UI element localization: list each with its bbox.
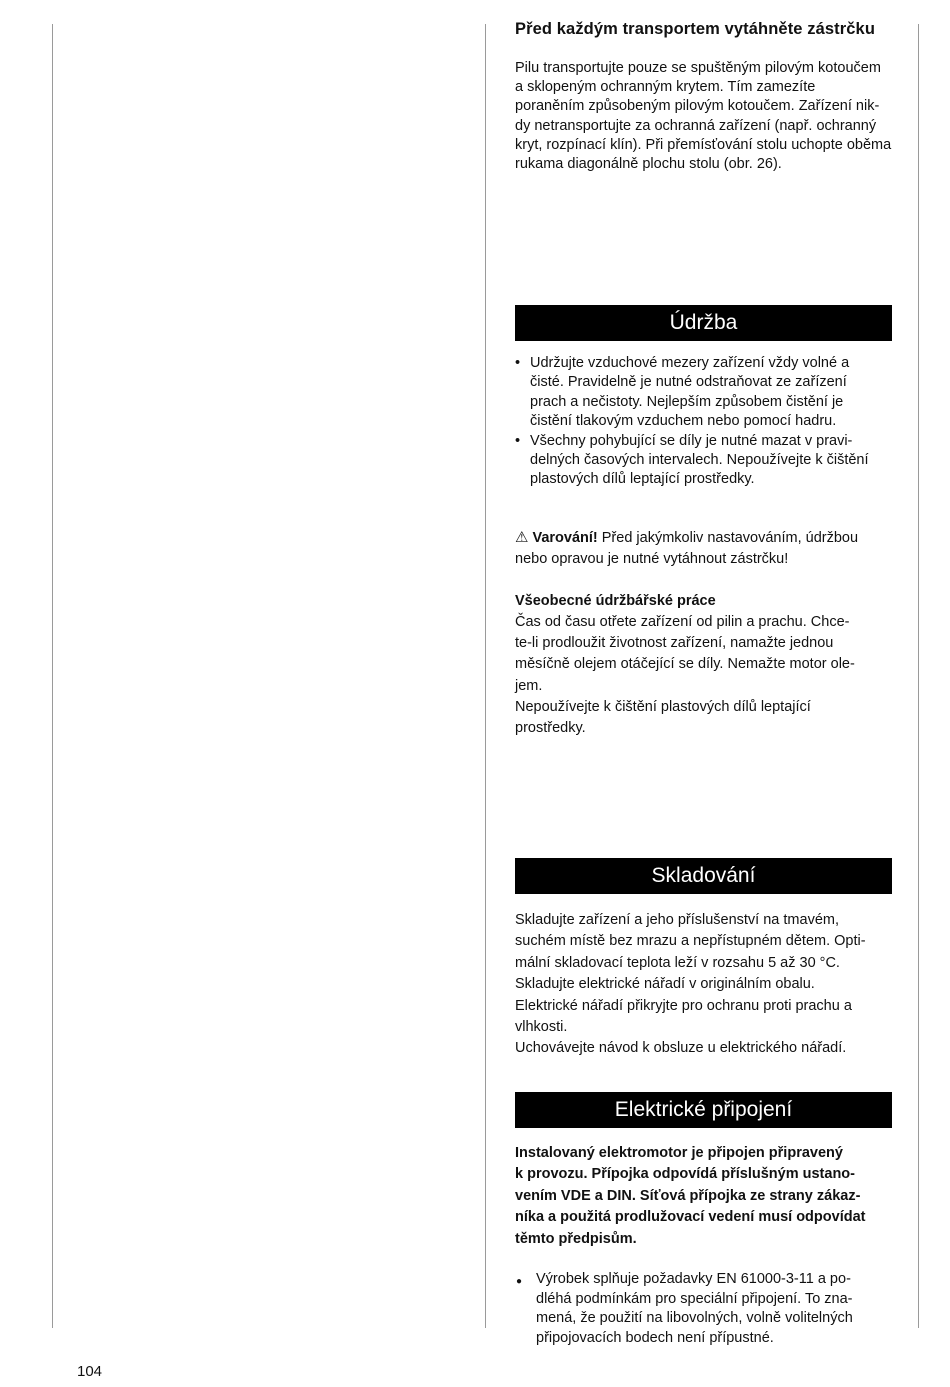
text-line: těmto předpisům.: [515, 1230, 637, 1247]
text-line: připojovacích bodech není přípustné.: [536, 1329, 774, 1346]
maintenance-section-title: Údržba: [515, 305, 892, 341]
text-line: nebo opravou je nutné vytáhnout zástrčku!: [515, 551, 789, 567]
text-line: • Všechny pohybující se díly je nutné mazat v pravi-: [530, 432, 853, 449]
general-maintenance-paragraph: [515, 612, 892, 739]
text-line: dy netransportujte za ochranná zařízení (např. ochranný: [515, 117, 877, 134]
text-line: jem.: [515, 677, 543, 694]
list-item: [515, 1270, 892, 1348]
electrical-section-title: Elektrické připojení: [515, 1092, 892, 1128]
maintenance-bullet-list: [515, 354, 892, 490]
list-item: [515, 432, 892, 490]
maintenance-warning: [515, 527, 892, 570]
text-line: rukama diagonálně plochu stolu (obr. 26).: [515, 156, 782, 173]
text-line: k provozu. Přípojka odpovídá příslušným ustano-: [515, 1166, 855, 1183]
transport-paragraph: [515, 59, 892, 174]
text-line: mální skladovací teplota leží v rozsahu 5 až 30 °C.: [515, 954, 840, 971]
text-line: Uchovávejte návod k obsluze u elektrického nářadí.: [515, 1040, 847, 1057]
general-maintenance-heading: Všeobecné údržbářské práce: [515, 593, 716, 609]
text-line: plastových dílů leptající prostředky.: [530, 471, 755, 488]
text-line: Skladujte elektrické nářadí v originálním obalu.: [515, 976, 815, 993]
warning-text: Před jakýmkoliv nastavováním, údržbou: [597, 530, 859, 546]
warning-triangle-icon: ⚠: [515, 529, 529, 546]
text-line: suchém místě bez mrazu a nepřístupném dětem. Opti-: [515, 933, 866, 950]
text-line: a sklopeným ochranným krytem. Tím zamezíte: [515, 79, 816, 96]
text-line: Skladujte zařízení a jeho příslušenství na tmavém,: [515, 912, 839, 928]
text-line: te-li prodloužit životnost zařízení, namažte jednou: [515, 635, 834, 652]
warning-label: Varování!: [532, 530, 598, 546]
text-line: Elektrické nářadí přikryjte pro ochranu proti prachu a: [515, 997, 852, 1014]
electrical-bullet-list: [515, 1270, 892, 1348]
text-line: poraněním způsobeným pilovým kotoučem. Zařízení nik-: [515, 98, 880, 115]
text-line: dléhá podmínkám pro speciální připojení. To zna-: [536, 1290, 853, 1307]
transport-heading: Před každým transportem vytáhněte zástrčku: [515, 20, 875, 38]
list-item: [515, 354, 892, 432]
text-line: Nepoužívejte k čištění plastových dílů leptající: [515, 698, 811, 715]
text-line: Instalovaný elektromotor je připojen připravený: [515, 1145, 843, 1161]
text-line: Čas od času otřete zařízení od pilin a prachu. Chce-: [515, 614, 850, 630]
text-line: • Udržujte vzduchové mezery zařízení vždy volné a: [530, 355, 850, 371]
text-line: delných časových intervalech. Nepoužívejte k čištění: [530, 452, 869, 469]
storage-section-title: Skladování: [515, 858, 892, 894]
text-line: kryt, rozpínací klín). Při přemísťování stolu uchopte oběma: [515, 136, 892, 153]
storage-paragraph: [515, 910, 892, 1060]
text-line: čisté. Pravidelně je nutné odstraňovat ze zařízení: [530, 374, 847, 391]
text-line: níka a použitá prodlužovací vedení musí odpovídat: [515, 1209, 866, 1226]
text-line: Pilu transportujte pouze se spuštěným pilovým kotoučem: [515, 60, 881, 76]
text-line: prach a nečistoty. Nejlepším způsobem čistění je: [530, 393, 844, 410]
text-line: vlhkosti.: [515, 1019, 568, 1036]
page-number: 104: [77, 1363, 103, 1380]
center-column-rule: [485, 24, 486, 1328]
text-line: čistění tlakovým vzduchem nebo pomocí hadru.: [530, 413, 837, 430]
text-line: vením VDE a DIN. Síťová přípojka ze strany zákaz-: [515, 1187, 861, 1204]
electrical-intro-paragraph: [515, 1143, 892, 1250]
left-column-rule: [52, 24, 53, 1328]
text-line: ● Výrobek splňuje požadavky EN 61000-3-11 a po-: [536, 1271, 851, 1287]
text-line: [515, 527, 892, 549]
text-line: měsíčně olejem otáčející se díly. Nemažte motor ole-: [515, 656, 855, 673]
text-line: prostředky.: [515, 720, 586, 737]
text-line: mená, že použití na libovolných, volně volitelných: [536, 1310, 853, 1327]
right-column-rule: [918, 24, 919, 1328]
